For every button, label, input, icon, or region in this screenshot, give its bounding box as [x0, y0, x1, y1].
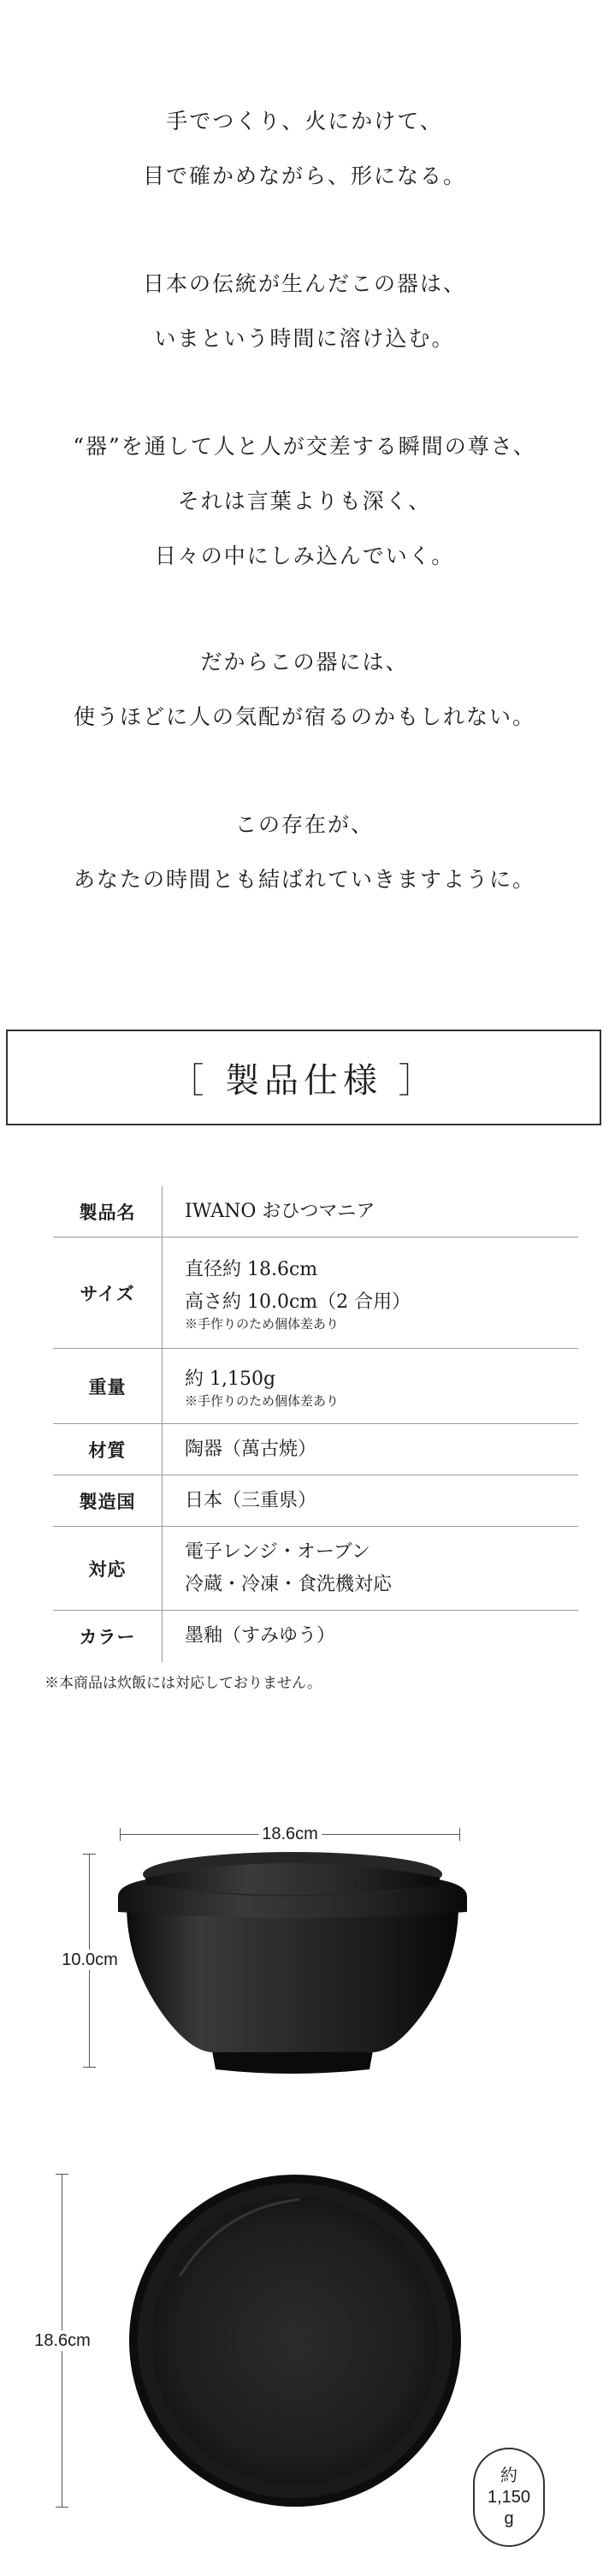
poem-line: “器”を通して人と人が交差する瞬間の尊さ、	[73, 434, 536, 459]
poem-line: それは言葉よりも深く、	[177, 489, 432, 513]
poem-line: 目で確かめながら、形になる。	[142, 163, 466, 188]
poem-line: 日本の伝統が生んだこの器は、	[142, 271, 466, 296]
spec-value: IWANO おひつマニア	[185, 1200, 375, 1222]
poem-stanza-5	[0, 798, 609, 907]
dimension-cap	[120, 1828, 121, 1841]
poem-line: 使うほどに人の気配が宿るのかもしれない。	[73, 704, 535, 729]
spec-value: 日本（三重県）	[185, 1489, 317, 1511]
spec-row-compatibility	[53, 1527, 578, 1611]
poem-line: いまという時間に溶け込む。	[154, 326, 455, 351]
diameter-label: 18.6cm	[7, 2330, 118, 2351]
poem-stanza-3	[0, 419, 609, 584]
spec-value: 冷蔵・冷凍・食洗機対応	[185, 1573, 393, 1595]
poem-line: 日々の中にしみ込んでいく。	[154, 543, 455, 568]
poem-stanza-2	[0, 257, 609, 366]
weight-badge-unit: g	[504, 2508, 514, 2528]
spec-footnote: ※本商品は炊飯には対応しておりません。	[44, 1675, 322, 1692]
weight-badge-prefix: 約	[500, 2466, 517, 2485]
height-label: 10.0cm	[34, 1950, 145, 1970]
poem-line: この存在が、	[234, 812, 374, 837]
spec-table	[53, 1186, 578, 1662]
spec-value: 墨釉（すみゆう）	[185, 1625, 336, 1647]
dimension-cap	[83, 1854, 96, 1855]
spec-value-cell	[163, 1349, 339, 1423]
spec-row-product-name	[53, 1186, 578, 1238]
dimension-cap	[459, 1828, 460, 1841]
weight-badge	[473, 2448, 545, 2547]
poem-stanza-1	[0, 94, 609, 204]
spec-value-cell	[163, 1424, 316, 1475]
spec-row-material	[53, 1424, 578, 1475]
spec-label: 製品名	[53, 1186, 163, 1237]
spec-value-cell	[163, 1186, 375, 1237]
poem-line: 手でつくり、火にかけて、	[166, 109, 443, 134]
spec-value: 陶器（萬古焼）	[185, 1438, 317, 1460]
spec-value-cell	[163, 1611, 335, 1662]
spec-value: 約 1,150g	[185, 1368, 276, 1390]
spec-note: ※手作りのため個体差あり	[185, 1392, 340, 1409]
spec-row-country	[53, 1475, 578, 1527]
spec-value: 電子レンジ・オーブン	[185, 1540, 370, 1563]
width-label: 18.6cm	[258, 1825, 322, 1844]
spec-title-text: ［ 製品仕様 ］	[169, 1060, 438, 1101]
spec-label: 対応	[53, 1527, 163, 1610]
dimension-cap	[56, 2507, 68, 2508]
spec-section-title	[6, 1030, 601, 1125]
spec-row-weight	[53, 1349, 578, 1424]
spec-value: 直径約 18.6cm	[185, 1258, 318, 1280]
dimension-cap	[56, 2174, 68, 2175]
spec-label: 材質	[53, 1424, 163, 1475]
poem-line: だからこの器には、	[200, 650, 409, 674]
spec-label: 重量	[53, 1349, 163, 1423]
ohitsu-side-view-image	[113, 1845, 472, 2085]
spec-note: ※手作りのため個体差あり	[185, 1315, 340, 1332]
dimension-cap	[83, 2067, 96, 2068]
spec-value-cell	[163, 1475, 316, 1526]
spec-row-size	[53, 1238, 578, 1349]
spec-label: サイズ	[53, 1238, 163, 1348]
ohitsu-top-view-image	[128, 2174, 462, 2508]
diameter-dimension	[34, 2174, 91, 2508]
spec-row-color	[53, 1611, 578, 1662]
poem-line: あなたの時間とも結ばれていきますように。	[73, 867, 535, 892]
height-dimension	[62, 1854, 118, 2068]
spec-value-cell	[163, 1527, 392, 1610]
spec-value-cell	[163, 1238, 411, 1348]
spec-label: 製造国	[53, 1475, 163, 1526]
spec-value: 高さ約 10.0cm（2 合用）	[185, 1291, 411, 1313]
width-dimension	[120, 1825, 460, 1845]
weight-badge-value: 1,150	[487, 2487, 531, 2507]
spec-label: カラー	[53, 1611, 163, 1662]
poem-stanza-4	[0, 635, 609, 745]
